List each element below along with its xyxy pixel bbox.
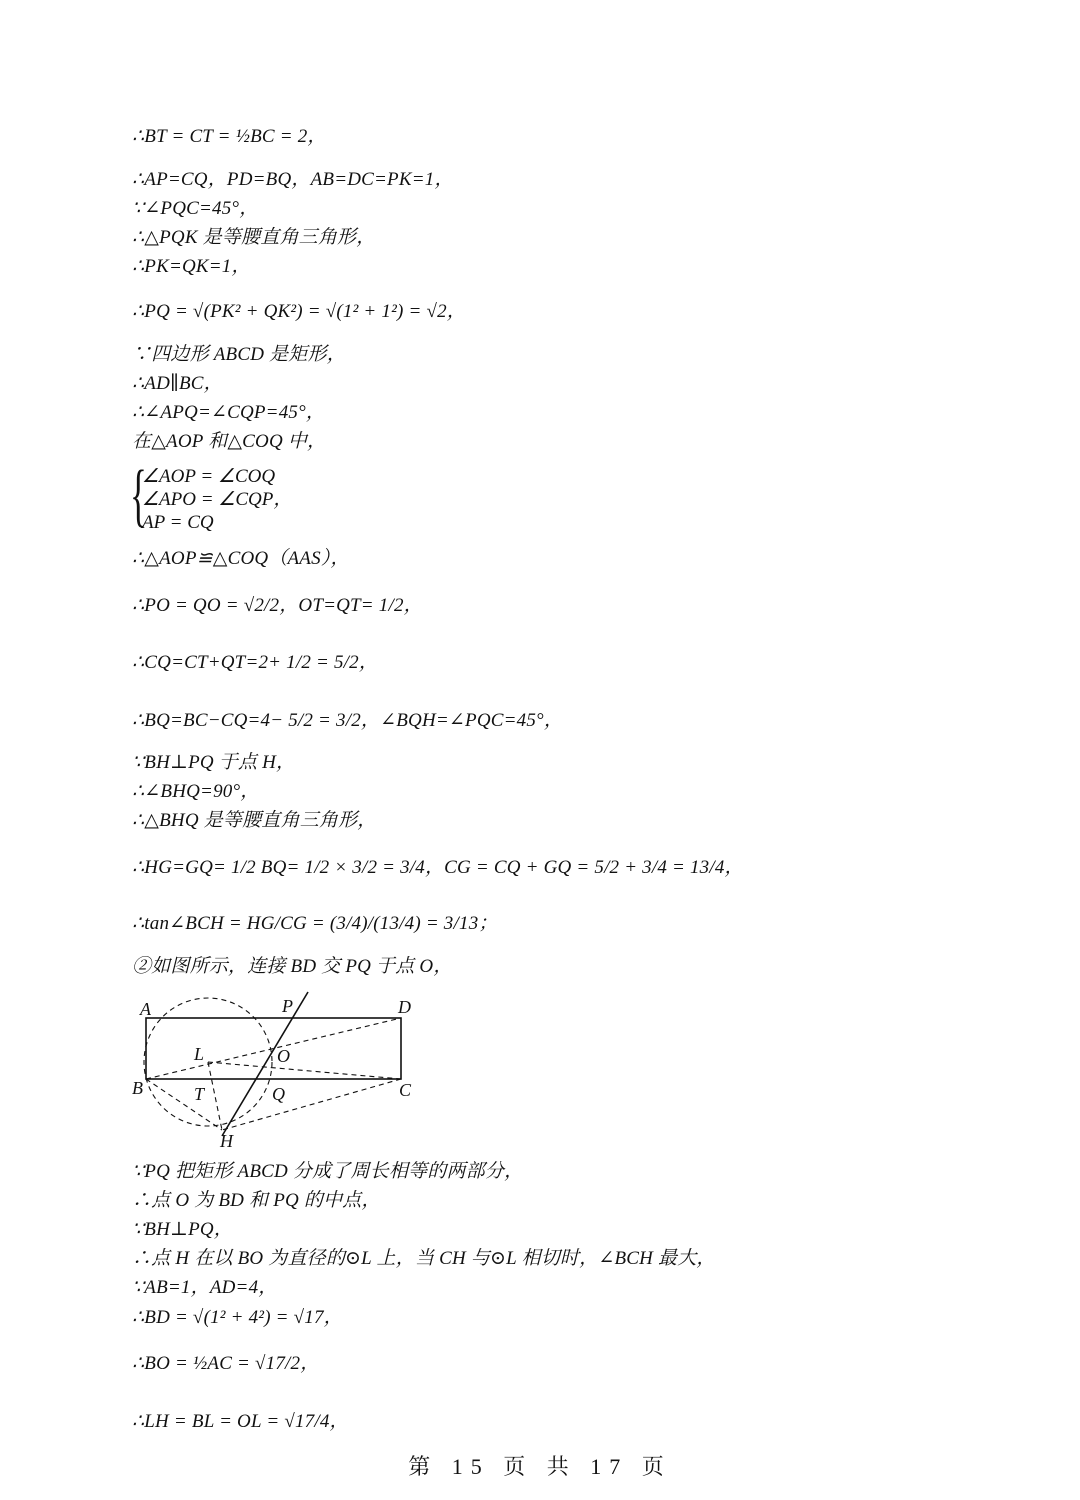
- text-line: ∴tan∠BCH = HG/CG = (3/4)/(13/4) = 3/13；: [132, 913, 498, 934]
- line-ch: [222, 1079, 401, 1130]
- text-line: ∴点 O 为 BD 和 PQ 的中点，: [132, 1190, 381, 1211]
- text-line: ∴LH = BL = OL = √17/4，: [132, 1411, 349, 1432]
- label-b: B: [132, 1078, 143, 1098]
- text-line: ∴PQ = √(PK² + QK²) = √(1² + 1²) = √2，: [132, 301, 466, 322]
- brace-symbol: {: [130, 457, 147, 534]
- text-line: ∵AB=1，AD=4，: [132, 1277, 278, 1298]
- text-line: ∴△PQK 是等腰直角三角形，: [132, 227, 376, 248]
- label-p: P: [282, 996, 293, 1016]
- text-line: ∴HG=GQ= 1/2 BQ= 1/2 × 3/2 = 3/4，CG = CQ + GQ = 5/2 + 3/4 = 13/4，: [132, 857, 744, 878]
- label-l: L: [194, 1044, 205, 1064]
- label-o: O: [277, 1046, 290, 1066]
- text-line: 在△AOP 和△COQ 中，: [132, 431, 327, 452]
- text-line: ∴PO = QO = √2/2，OT=QT= 1/2，: [132, 595, 423, 616]
- label-t: T: [194, 1084, 205, 1104]
- text-line: ∴AP=CQ，PD=BQ，AB=DC=PK=1，: [132, 169, 454, 190]
- label-a: A: [140, 999, 151, 1019]
- label-d: D: [398, 997, 411, 1017]
- system-row: ∠AOP = ∠COQ: [142, 466, 276, 487]
- system-row: AP = CQ: [142, 512, 214, 533]
- line-bh: [146, 1079, 222, 1130]
- text-line: ∴点 H 在以 BO 为直径的⊙L 上，当 CH 与⊙L 相切时，∠BCH 最大，: [132, 1248, 716, 1269]
- text-line: ∵∠PQC=45°，: [132, 198, 259, 219]
- text-line: ∴BO = ½AC = √17/2，: [132, 1353, 320, 1374]
- text-line: ∴PK=QK=1，: [132, 256, 251, 277]
- line-lh: [208, 1062, 222, 1130]
- text-line: ∴AD∥BC，: [132, 373, 223, 394]
- line-ph: [222, 992, 308, 1136]
- text-line: ∵BH⊥PQ，: [132, 1219, 234, 1240]
- text-line: ∴BD = √(1² + 4²) = √17，: [132, 1307, 343, 1328]
- text-line: ∴BQ=BC−CQ=4− 5/2 = 3/2，∠BQH=∠PQC=45°，: [132, 710, 564, 731]
- page-footer: 第 15 页 共 17 页: [408, 1454, 672, 1479]
- text-line: ∴△AOP≌△COQ（AAS），: [132, 548, 350, 569]
- text-line: ∴∠APQ=∠CQP=45°，: [132, 402, 326, 423]
- system-row: ∠APO = ∠CQP，: [142, 489, 293, 510]
- text-line: ∵BH⊥PQ 于点 H，: [132, 752, 296, 773]
- text-line: ∴BT = CT = ½BC = 2，: [132, 126, 327, 147]
- text-line: ∴CQ=CT+QT=2+ 1/2 = 5/2，: [132, 652, 379, 673]
- text-line: ②如图所示，连接 BD 交 PQ 于点 O，: [132, 956, 453, 977]
- text-line: ∵四边形 ABCD 是矩形，: [132, 344, 346, 365]
- text-line: ∴∠BHQ=90°，: [132, 781, 260, 802]
- label-q: Q: [272, 1084, 285, 1104]
- text-line: ∵PQ 把矩形 ABCD 分成了周长相等的两部分，: [132, 1161, 524, 1182]
- label-h: H: [220, 1131, 233, 1150]
- text-line: ∴△BHQ 是等腰直角三角形，: [132, 810, 377, 831]
- equation-system: [130, 457, 293, 534]
- line-lc: [208, 1062, 401, 1079]
- label-c: C: [399, 1080, 412, 1100]
- geometry-figure: [128, 990, 428, 1150]
